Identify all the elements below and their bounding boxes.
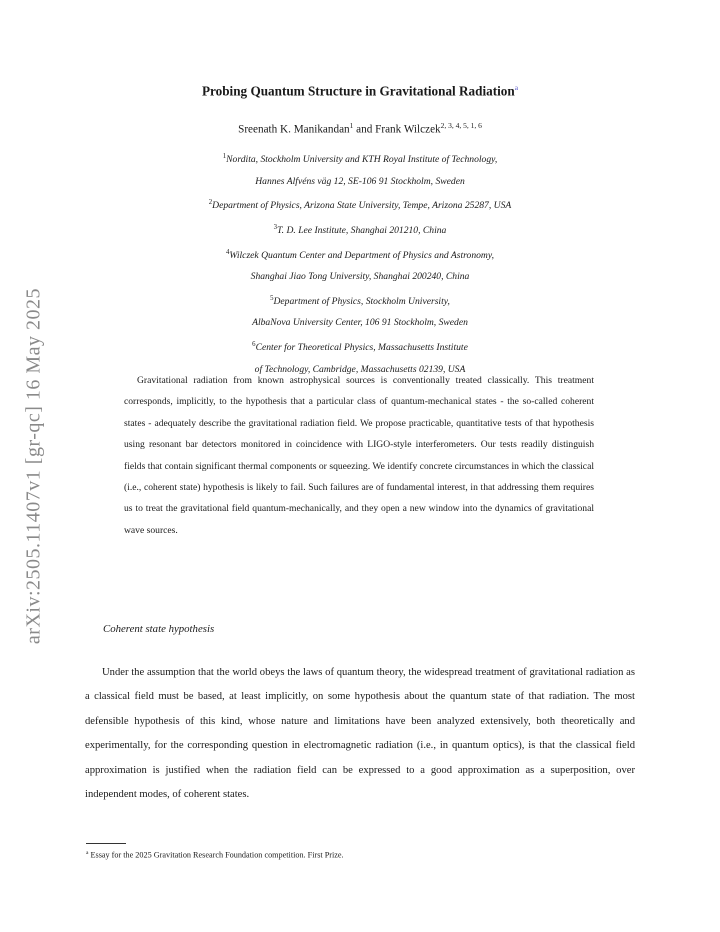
arxiv-identifier: arXiv:2505.11407v1 [gr-qc] 16 May 2025 [22, 287, 45, 645]
author-name: Frank Wilczek [375, 123, 441, 136]
paper-title [0, 83, 720, 99]
affiliations [0, 146, 720, 380]
body-paragraph: Under the assumption that the world obeys the laws of quantum theory, the widespread treatment of gravitational radiation as a classical field must be based, at least implicitly, on some hypothesis about the quantum state of that radiation. The most defensible hypothesis of this kind, whose nature and limitations have been analyzed extensively, both theoretically and experimentally, for the corresponding question in electromagnetic radiation (i.e., in quantum optics), is that the classical field approximation is justified when the radiation field can be expressed to a good approximation as a superposition, over independent modes, of coherent states. [85, 667, 635, 801]
affiliation-line: $^2$Department of Physics, Arizona State University, Tempe, Arizona 25287, USA [208, 199, 512, 212]
affiliation-line: of Technology, Cambridge, Massachusetts 02139, USA [254, 363, 466, 375]
author-affiliation-sup: 2, 3, 4, 5, 1, 6 [440, 121, 482, 130]
author-affiliation-sup: 1 [349, 121, 354, 130]
author-name: Sreenath K. Manikandan [238, 123, 350, 136]
affiliation-line: Shanghai Jiao Tong University, Shanghai 200240, China [250, 271, 470, 283]
title-text: Probing Quantum Structure in Gravitational Radiation [201, 83, 515, 99]
affiliation-line: $^4$Wilczek Quantum Center and Department of Physics and Astronomy, [225, 248, 494, 261]
author-connector: and [353, 123, 376, 136]
affiliation-line: $^3$T. D. Lee Institute, Shanghai 201210, China [273, 223, 447, 237]
author-list [0, 121, 720, 136]
affiliation-line: Hannes Alfvéns väg 12, SE-106 91 Stockholm, Sweden [255, 175, 465, 187]
footnote [86, 850, 344, 860]
title-footnote-mark[interactable]: a [514, 83, 519, 92]
affiliation-line: $^6$Center for Theoretical Physics, Massachusetts Institute [252, 340, 468, 354]
section-heading: Coherent state hypothesis [103, 623, 215, 635]
footnote-text: Essay for the 2025 Gravitation Research Foundation competition. First Prize. [90, 850, 344, 860]
affiliation-line: $^1$Nordita, Stockholm University and KTH Royal Institute of Technology, [222, 153, 498, 166]
abstract: Gravitational radiation from known astrophysical sources is conventionally treated classically. This treatment corresponds, implicitly, to the hypothesis that a particular class of quantum-mechanical states - the so-called coherent states - adequately describe the gravitational radiation field. We propose practicable, quantitative tests of that hypothesis using resonant bar detectors monitored in coincidence with LIGO-style interferometers. Our tests readily distinguish fields that contain significant thermal components or squeezing. We identify concrete circumstances in which the classical (i.e., coherent state) hypothesis is likely to fail. Such failures are of fundamental interest, in that addressing them requires us to treat the gravitational field quantum-mechanically, and they open a new window into the dynamics of gravitational wave sources. [124, 375, 594, 536]
footnote-mark: a [86, 850, 89, 856]
affiliation-line: $^5$Department of Physics, Stockholm University, [270, 294, 450, 307]
affiliation-line: AlbaNova University Center, 106 91 Stockholm, Sweden [252, 317, 468, 329]
footnote-divider [86, 843, 126, 844]
